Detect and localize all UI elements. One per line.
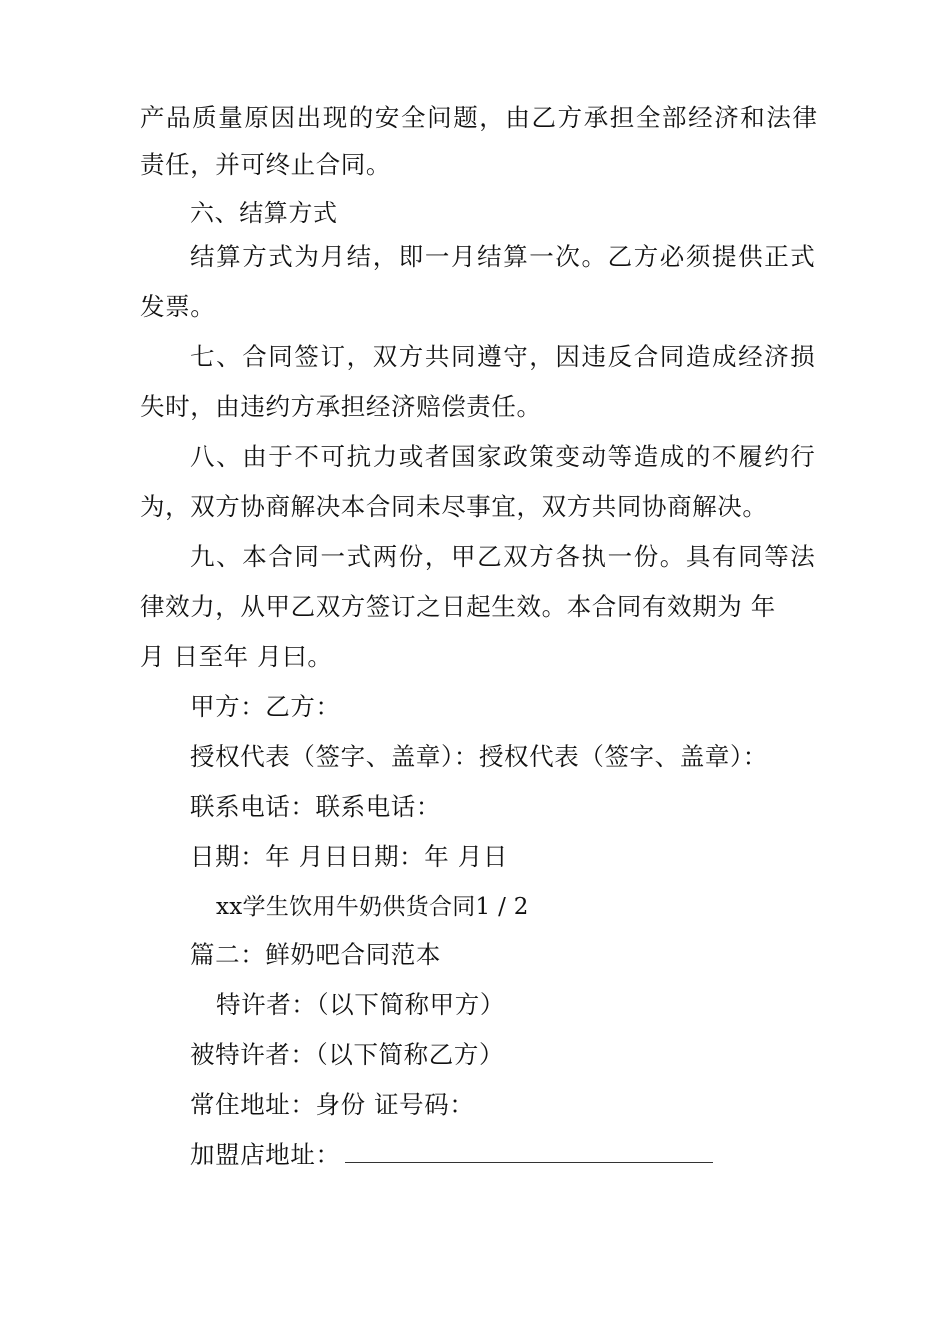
- phone-line: 联系电话：联系电话：: [190, 792, 441, 821]
- section-title: 篇二：鲜奶吧合同范本: [190, 940, 441, 969]
- store-address-line: [190, 1140, 713, 1170]
- party-line: 甲方：乙方：: [190, 692, 341, 721]
- section-heading: 六、结算方式: [190, 199, 338, 227]
- signature-line: 授权代表（签字、盖章）：授权代表（签字、盖章）：: [190, 742, 768, 771]
- paragraph-line: 产品质量原因出现的安全问题，由乙方承担全部经济和法律: [140, 103, 819, 132]
- paragraph-line: 月 日至年 月曰。: [140, 642, 333, 671]
- paragraph-line: 律效力，从甲乙双方签订之日起生效。本合同有效期为 年: [140, 592, 776, 621]
- paragraph-line: 九、本合同一式两份，甲乙双方各执一份。具有同等法: [190, 542, 817, 571]
- paragraph-line: 失时，由违约方承担经济赔偿责任。: [140, 392, 542, 421]
- date-line: 日期：年 月日日期：年 月日: [190, 842, 508, 871]
- paragraph-line: 发票。: [140, 292, 216, 321]
- residence-line: 常住地址：身份 证号码：: [190, 1090, 475, 1119]
- franchisor-line: 特许者：（以下简称甲方）: [216, 990, 505, 1019]
- paragraph-line: 为，双方协商解决本合同未尽事宜，双方共同协商解决。: [140, 492, 768, 521]
- paragraph-line: 七、合同签订，双方共同遵守，因违反合同造成经济损: [190, 342, 817, 371]
- store-address-blank: [345, 1140, 713, 1163]
- paragraph-line: 责任，并可终止合同。: [140, 150, 391, 179]
- paragraph-line: 结算方式为月结，即一月结算一次。乙方必须提供正式: [190, 242, 817, 271]
- page-footer: xx学生饮用牛奶供货合同1 / 2: [216, 894, 529, 920]
- paragraph-line: 八、由于不可抗力或者国家政策变动等造成的不履约行: [190, 442, 817, 471]
- franchisee-line: 被特许者：（以下简称乙方）: [190, 1040, 505, 1069]
- store-address-label: 加盟店地址：: [190, 1140, 341, 1169]
